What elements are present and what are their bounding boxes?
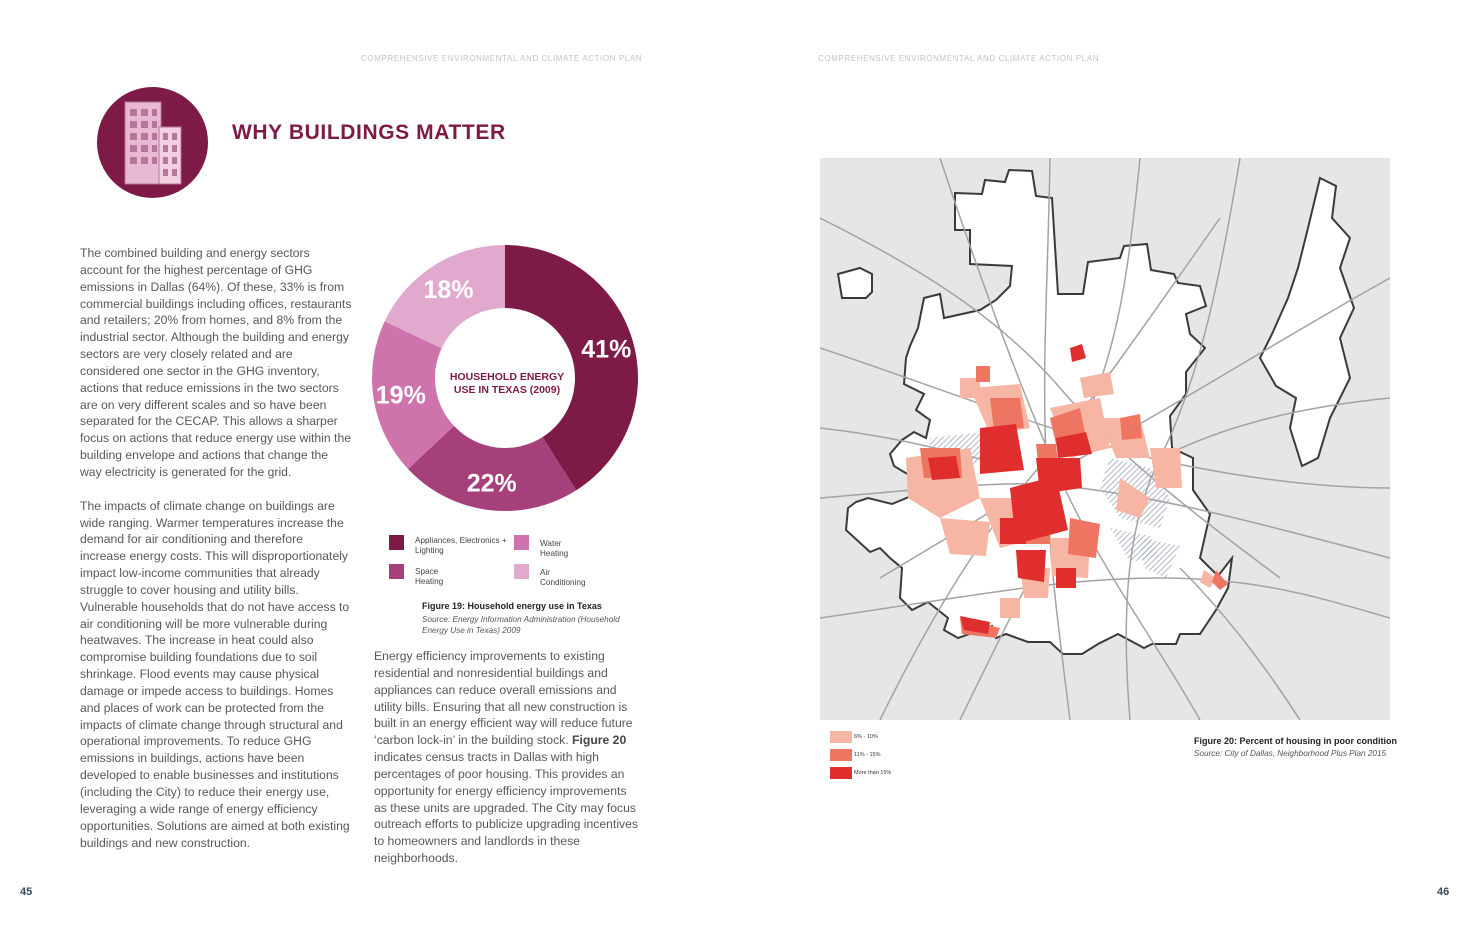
legend-swatch xyxy=(389,535,404,550)
slice-label: 19% xyxy=(375,381,426,410)
left-column-text xyxy=(80,245,352,868)
legend-label: More than 15% xyxy=(854,770,892,776)
chart-title: HOUSEHOLD ENERGY xyxy=(449,371,565,383)
buildings-icon xyxy=(97,87,208,198)
slice-label: 22% xyxy=(466,469,517,498)
legend-label: Appliances, Electronics + Lighting xyxy=(415,536,507,555)
slice-label: 18% xyxy=(423,275,474,304)
text: Energy efficiency improvements to existing residential and nonresidential buildings and appliances can reduce overall emissions and utility bills. Ensuring that all new construction is built in an energy efficient way will reduce future ‘carbon lock-in’ in the building stock. xyxy=(374,649,633,748)
legend-swatch xyxy=(514,535,529,550)
legend-label: Space Heating xyxy=(415,567,444,586)
figure-20-caption: Figure 20: Percent of housing in poor condition xyxy=(1194,736,1398,746)
figure-20-source: Source: City of Dallas, Neighborhood Plus Plan 2015 xyxy=(1194,749,1387,758)
legend-label: 6% - 10% xyxy=(854,734,878,740)
paragraph: The impacts of climate change on buildings are wide ranging. Warmer temperatures increase the demand for air conditioning and therefore increase energy costs. This will disproportionately impact low-income communities that already struggle to cover housing and utility bills. Vulnerable households that do not have access to air conditioning will be more vulnerable during heatwaves. The increase in heat could also compromise building foundations due to soil shrinkage. Flood events may cause physical damage or impede access to buildings. Homes and places of work can be protected from the impacts of climate change through structural and operational improvements. To reduce GHG emissions in buildings, actions have been developed to enable businesses and institutions (including the City) to reduce their energy use, leveraging a wide range of energy efficiency opportunities. Solutions are aimed at both existing buildings and new construction. xyxy=(80,498,350,850)
legend-swatch xyxy=(389,564,404,579)
page-number-left: 45 xyxy=(20,886,33,898)
legend-label: 11% - 15% xyxy=(854,752,881,758)
legend-label: Water Heating xyxy=(540,539,569,558)
slice-label: 41% xyxy=(581,335,632,364)
figure-20-reference: Figure 20 xyxy=(572,733,627,748)
paragraph: The combined building and energy sectors account for the highest percentage of GHG emissions in Dallas (64%). Of these, 33% is from commercial buildings including offices, restaurants and retailers; 20% from homes, and 8% from the industrial sector. Although the building and energy sectors are very closely related and are considered one sector in the GHG inventory, actions that reduce emissions in the two sectors are on very different scales and so have been separated for the CECAP. This allows a sharper focus on actions that reduce energy use within the building envelope and actions that change the way electricity is generated for the grid. xyxy=(80,246,352,479)
figure-19-source: Source: Energy Information Administration (Household Energy Use in Texas) 2009 xyxy=(422,615,620,635)
paragraph xyxy=(374,648,642,867)
chart-title: USE IN TEXAS (2009) xyxy=(453,384,561,396)
legend-label: Air Conditioning xyxy=(540,568,586,587)
running-head-left: COMPREHENSIVE ENVIRONMENTAL AND CLIMATE ACTION PLAN xyxy=(361,54,643,63)
legend-swatch xyxy=(830,767,852,779)
text: indicates census tracts in Dallas with high percentages of poor housing. This provides an opportunity for energy efficiency improvements as these units are upgraded. The City may focus outreach efforts to publicize upgrading incentives to homeowners and landlords in these neighborhoods. xyxy=(374,750,639,866)
page-number-right: 46 xyxy=(1437,886,1450,898)
middle-column-text xyxy=(374,648,642,884)
legend-swatch xyxy=(830,731,852,743)
legend-swatch xyxy=(830,749,852,761)
running-head-right: COMPREHENSIVE ENVIRONMENTAL AND CLIMATE ACTION PLAN xyxy=(818,54,1100,63)
household-energy-donut-chart xyxy=(370,245,640,511)
section-title: WHY BUILDINGS MATTER xyxy=(232,121,506,144)
figure-19-caption: Figure 19: Household energy use in Texas xyxy=(422,601,602,611)
legend-swatch xyxy=(514,564,529,579)
dallas-housing-map xyxy=(820,158,1390,720)
